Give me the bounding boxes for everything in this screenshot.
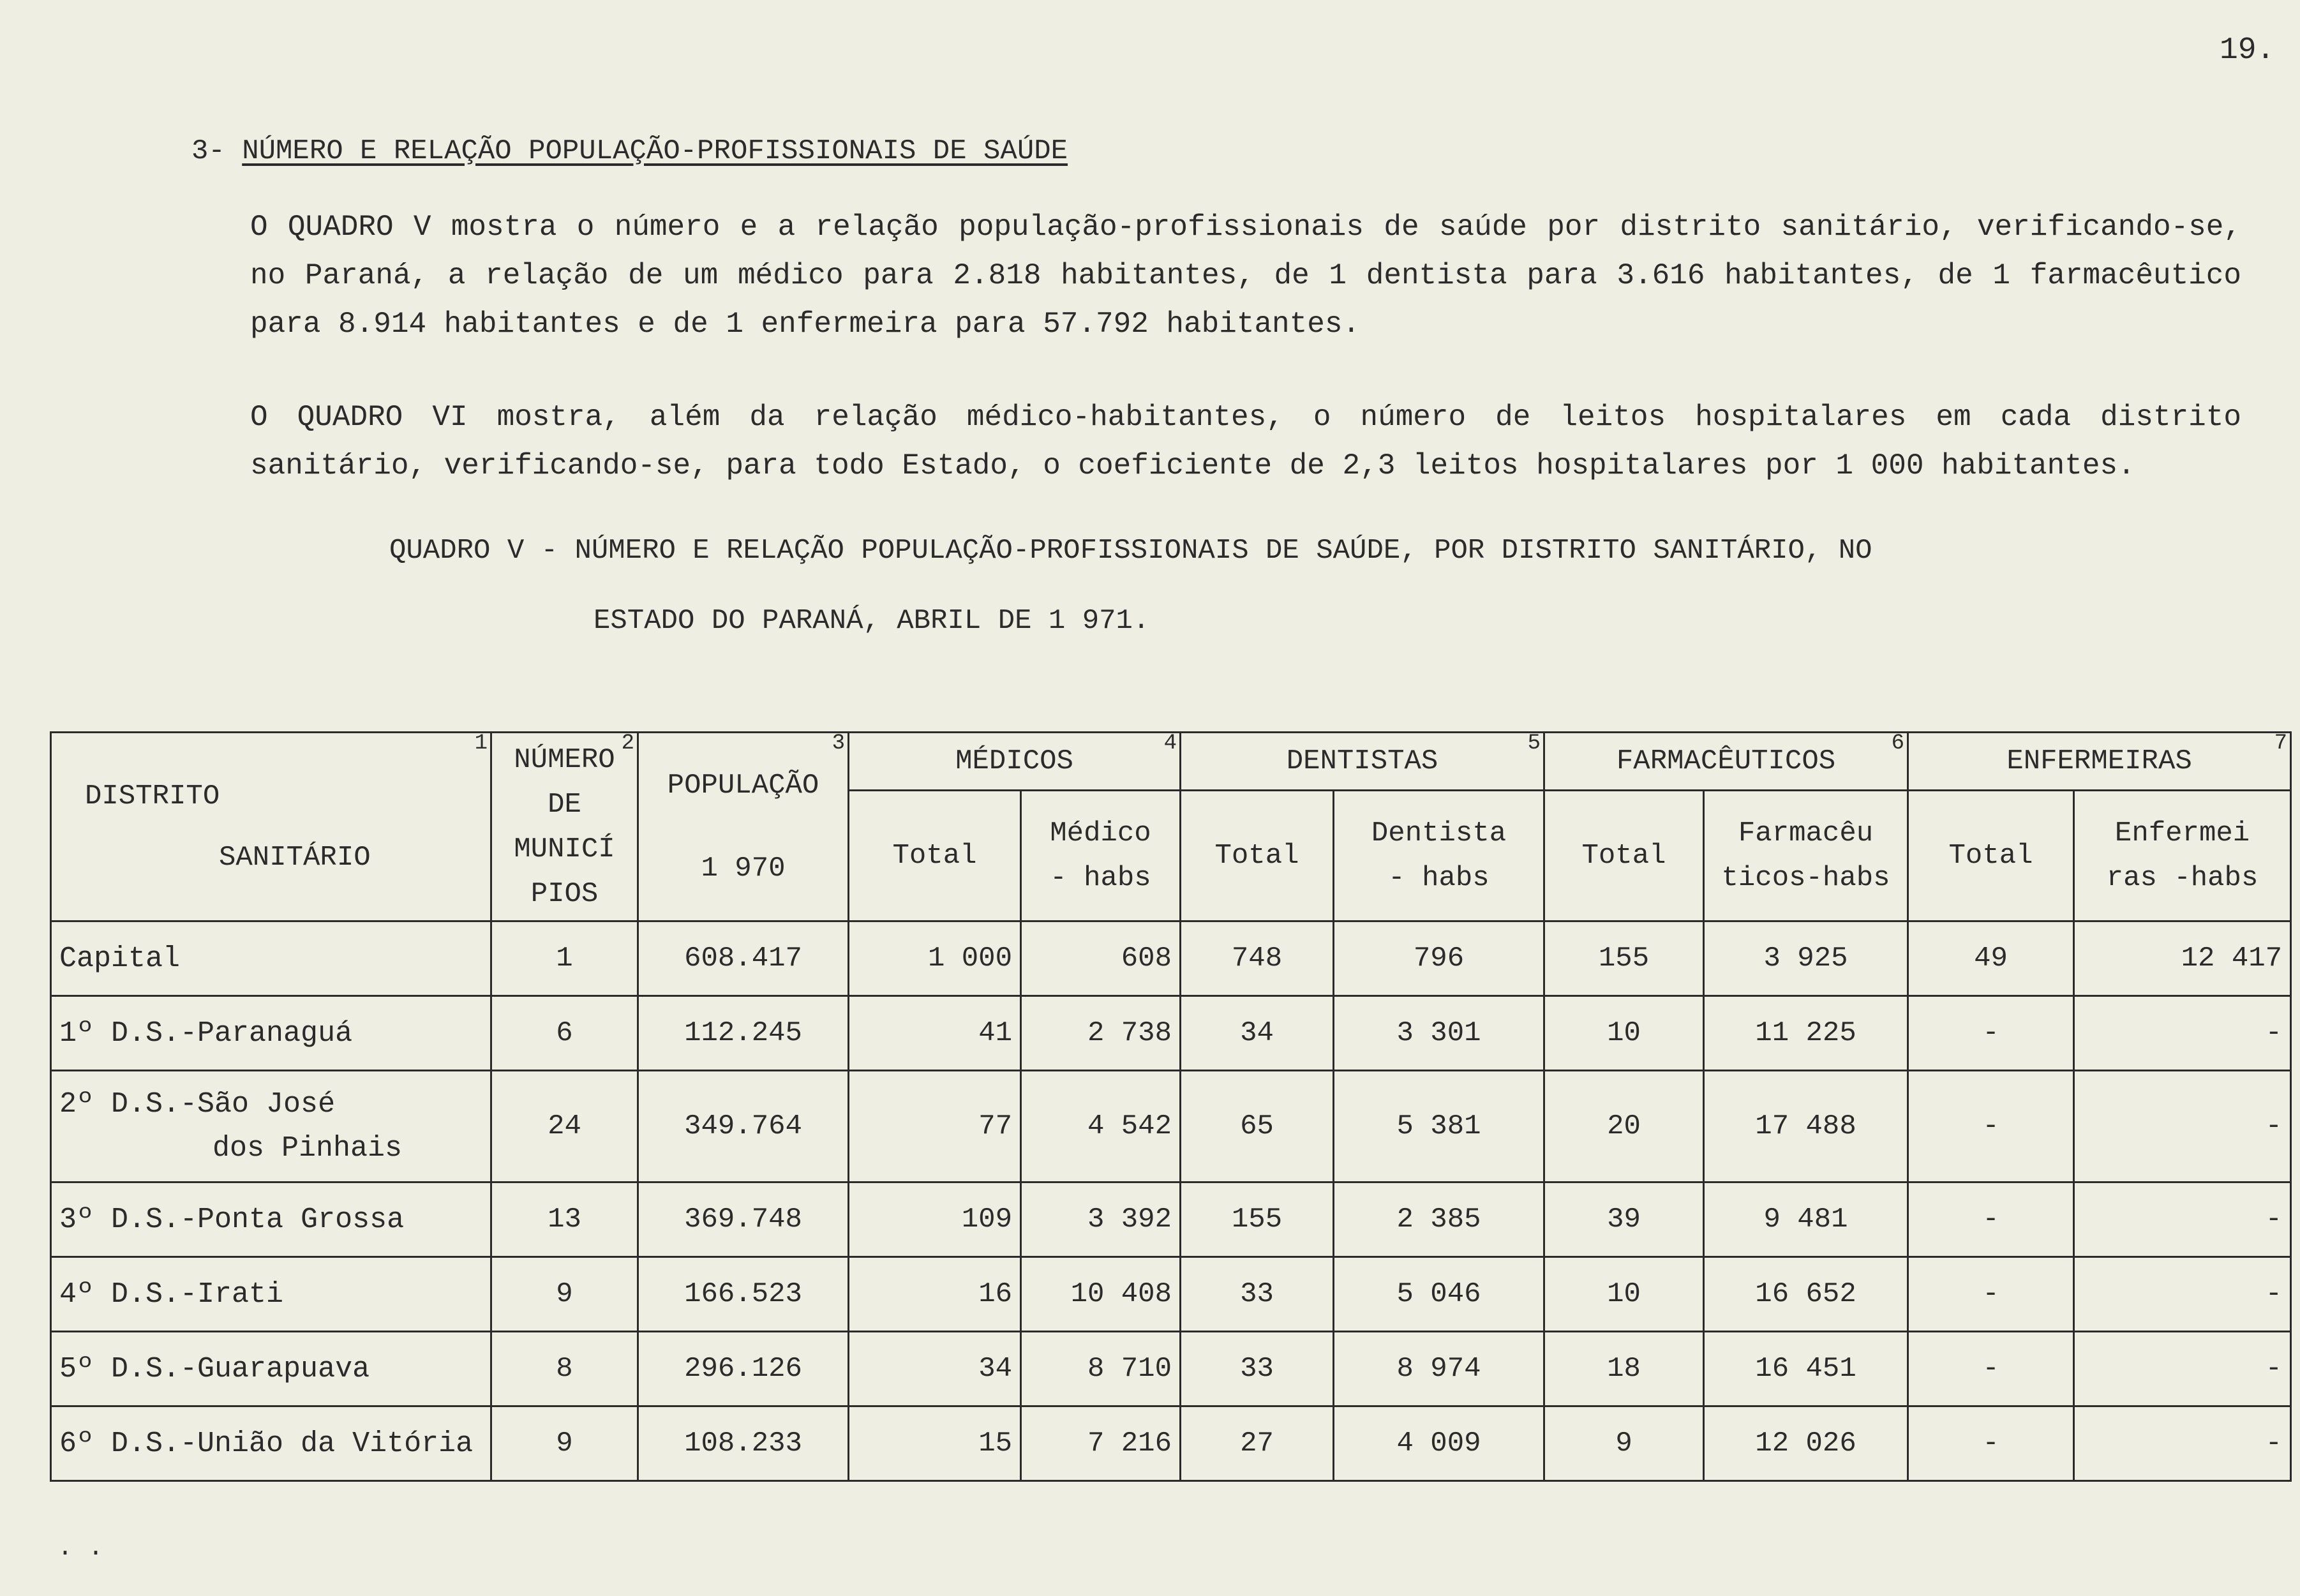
- header-farmaceuticos-habs-line2: ticos-habs: [1721, 862, 1890, 894]
- cell-medico-habs: 608: [1021, 921, 1181, 996]
- cell-dentista-habs: 3 301: [1334, 996, 1544, 1071]
- cell-medico-habs: 2 738: [1021, 996, 1181, 1071]
- cell-dentistas-total: 65: [1181, 1071, 1334, 1182]
- table-row: [51, 1406, 2291, 1481]
- header-enfermeiras: [1908, 733, 2291, 791]
- cell-distrito-line1: 2º D.S.-São José: [59, 1088, 336, 1121]
- header-farmaceuticos: [1544, 733, 1908, 791]
- paragraph-quadro-vi: O QUADRO VI mostra, além da relação médico-habitantes, o número de leitos hospitalares em cada distrito sanitário, verificando-se, para todo Estado, o coeficiente de 2,3 leitos hospitalares por 1 000 habitantes.: [250, 401, 2241, 482]
- paragraph-quadro-v: O QUADRO V mostra o número e a relação população-profissionais de saúde por distrito sanitário, verificando-se, no Paraná, a relação de um médico para 2.818 habitantes, de 1 dentista para 3.616 habitantes, de 1 farmacêutico para 8.914 habitantes e de 1 enfermeira para 57.792 habitantes.: [250, 211, 2241, 341]
- cell-dentista-habs: 5 046: [1334, 1257, 1544, 1332]
- cell-enfermeiras-total: -: [1908, 1182, 2074, 1257]
- table-row: [51, 1182, 2291, 1257]
- cell-medico-habs: 7 216: [1021, 1406, 1181, 1481]
- cell-enfermeiras-habs: 12 417: [2074, 921, 2291, 996]
- header-medico-habs-line1: Médico: [1050, 817, 1151, 849]
- table-row: [51, 921, 2291, 996]
- cell-populacao: 296.126: [638, 1332, 849, 1406]
- cell-distrito-line2: dos Pinhais: [213, 1132, 403, 1165]
- cell-medicos-total: 16: [849, 1257, 1021, 1332]
- column-number-7: 7: [2274, 731, 2288, 756]
- cell-populacao: 112.245: [638, 996, 849, 1071]
- cell-farmaceuticos-total: 10: [1544, 1257, 1704, 1332]
- cell-medicos-total: 109: [849, 1182, 1021, 1257]
- cell-enfermeiras-total: -: [1908, 1406, 2074, 1481]
- header-farmaceuticos-total: Total: [1544, 791, 1704, 921]
- cell-enfermeiras-total: 49: [1908, 921, 2074, 996]
- table-row: [51, 1257, 2291, 1332]
- cell-municipios: 9: [491, 1406, 638, 1481]
- cell-enfermeiras-habs: -: [2074, 1182, 2291, 1257]
- header-numero-municipios: [491, 733, 638, 921]
- cell-medicos-total: 41: [849, 996, 1021, 1071]
- cell-farmaceuticos-habs: 17 488: [1704, 1071, 1908, 1182]
- cell-dentista-habs: 796: [1334, 921, 1544, 996]
- table-row: [51, 1332, 2291, 1406]
- table-row: [51, 996, 2291, 1071]
- header-municipios-line3: MUNICÍ: [514, 833, 615, 865]
- cell-distrito: [51, 1071, 491, 1182]
- cell-enfermeiras-total: -: [1908, 996, 2074, 1071]
- cell-farmaceuticos-habs: 16 652: [1704, 1257, 1908, 1332]
- header-dentista-habs-line2: - habs: [1388, 862, 1490, 894]
- header-farmaceuticos-label: FARMACÊUTICOS: [1616, 745, 1836, 777]
- quadro-v-table: [50, 731, 2292, 1482]
- header-dentista-habs: [1334, 791, 1544, 921]
- cell-farmaceuticos-habs: 12 026: [1704, 1406, 1908, 1481]
- cell-farmaceuticos-total: 9: [1544, 1406, 1704, 1481]
- cell-dentista-habs: 4 009: [1334, 1406, 1544, 1481]
- header-medico-habs: [1021, 791, 1181, 921]
- cell-farmaceuticos-habs: 16 451: [1704, 1332, 1908, 1406]
- cell-dentista-habs: 2 385: [1334, 1182, 1544, 1257]
- cell-dentistas-total: 155: [1181, 1182, 1334, 1257]
- header-enfermeiras-total: Total: [1908, 791, 2074, 921]
- header-medicos-label: MÉDICOS: [955, 745, 1073, 777]
- header-dentistas-label: DENTISTAS: [1286, 745, 1438, 777]
- header-farmaceuticos-habs-line1: Farmacêu: [1738, 817, 1874, 849]
- section-number: 3-: [191, 135, 225, 167]
- cell-distrito: Capital: [51, 921, 491, 996]
- header-municipios-line2: DE: [548, 788, 581, 821]
- column-number-2: 2: [621, 731, 634, 756]
- cell-medico-habs: 8 710: [1021, 1332, 1181, 1406]
- cell-populacao: 608.417: [638, 921, 849, 996]
- cell-dentista-habs: 5 381: [1334, 1071, 1544, 1182]
- cell-enfermeiras-habs: -: [2074, 1406, 2291, 1481]
- cell-distrito: 5º D.S.-Guarapuava: [51, 1332, 491, 1406]
- stray-marks: · ·: [57, 1539, 104, 1568]
- header-distrito-line2: SANITÁRIO: [219, 841, 371, 874]
- cell-distrito: 1º D.S.-Paranaguá: [51, 996, 491, 1071]
- header-dentistas-total: Total: [1181, 791, 1334, 921]
- column-number-5: 5: [1527, 731, 1541, 756]
- cell-medicos-total: 34: [849, 1332, 1021, 1406]
- cell-populacao: 166.523: [638, 1257, 849, 1332]
- header-populacao: [638, 733, 849, 921]
- cell-medico-habs: 4 542: [1021, 1071, 1181, 1182]
- cell-dentista-habs: 8 974: [1334, 1332, 1544, 1406]
- cell-dentistas-total: 34: [1181, 996, 1334, 1071]
- column-number-3: 3: [832, 731, 845, 756]
- page-number: 19.: [2220, 33, 2275, 68]
- cell-medicos-total: 77: [849, 1071, 1021, 1182]
- header-enfermeiras-habs-line2: ras -habs: [2106, 862, 2259, 894]
- table-caption-line1: QUADRO V - NÚMERO E RELAÇÃO POPULAÇÃO-PROFISSIONAIS DE SAÚDE, POR DISTRITO SANITÁRIO, NO: [389, 535, 1872, 567]
- cell-enfermeiras-total: -: [1908, 1332, 2074, 1406]
- cell-dentistas-total: 27: [1181, 1406, 1334, 1481]
- cell-farmaceuticos-total: 39: [1544, 1182, 1704, 1257]
- column-number-6: 6: [1891, 731, 1905, 756]
- section-title: NÚMERO E RELAÇÃO POPULAÇÃO-PROFISSIONAIS DE SAÚDE: [242, 135, 1068, 167]
- cell-municipios: 24: [491, 1071, 638, 1182]
- cell-enfermeiras-habs: -: [2074, 1257, 2291, 1332]
- cell-populacao: 108.233: [638, 1406, 849, 1481]
- cell-farmaceuticos-total: 20: [1544, 1071, 1704, 1182]
- section-heading: [191, 135, 1068, 167]
- cell-dentistas-total: 33: [1181, 1332, 1334, 1406]
- cell-enfermeiras-habs: -: [2074, 1071, 2291, 1182]
- cell-farmaceuticos-total: 18: [1544, 1332, 1704, 1406]
- column-number-4: 4: [1163, 731, 1177, 756]
- cell-farmaceuticos-habs: 3 925: [1704, 921, 1908, 996]
- cell-dentistas-total: 33: [1181, 1257, 1334, 1332]
- cell-medico-habs: 3 392: [1021, 1182, 1181, 1257]
- cell-municipios: 8: [491, 1332, 638, 1406]
- cell-farmaceuticos-total: 10: [1544, 996, 1704, 1071]
- cell-distrito: 6º D.S.-União da Vitória: [51, 1406, 491, 1481]
- cell-populacao: 369.748: [638, 1182, 849, 1257]
- table-row: [51, 1071, 2291, 1182]
- table-caption-line2: ESTADO DO PARANÁ, ABRIL DE 1 971.: [594, 605, 1150, 637]
- cell-distrito: 4º D.S.-Irati: [51, 1257, 491, 1332]
- cell-farmaceuticos-total: 155: [1544, 921, 1704, 996]
- header-enfermeiras-habs: [2074, 791, 2291, 921]
- cell-municipios: 1: [491, 921, 638, 996]
- cell-enfermeiras-habs: -: [2074, 1332, 2291, 1406]
- cell-dentistas-total: 748: [1181, 921, 1334, 996]
- header-enfermeiras-label: ENFERMEIRAS: [2006, 745, 2192, 777]
- header-medicos: [849, 733, 1181, 791]
- header-municipios-line4: PIOS: [530, 877, 599, 910]
- header-distrito-line1: DISTRITO: [85, 780, 220, 812]
- cell-farmaceuticos-habs: 11 225: [1704, 996, 1908, 1071]
- header-dentistas: [1181, 733, 1544, 791]
- header-populacao-line1: POPULAÇÃO: [667, 769, 819, 802]
- cell-medicos-total: 15: [849, 1406, 1021, 1481]
- cell-municipios: 9: [491, 1257, 638, 1332]
- column-number-1: 1: [474, 731, 488, 756]
- cell-enfermeiras-total: -: [1908, 1071, 2074, 1182]
- cell-enfermeiras-habs: -: [2074, 996, 2291, 1071]
- cell-municipios: 6: [491, 996, 638, 1071]
- header-distrito-sanitario: [51, 733, 491, 921]
- header-populacao-line2: 1 970: [701, 852, 786, 884]
- cell-municipios: 13: [491, 1182, 638, 1257]
- cell-populacao: 349.764: [638, 1071, 849, 1182]
- header-farmaceuticos-habs: [1704, 791, 1908, 921]
- header-municipios-line1: NÚMERO: [514, 743, 615, 776]
- header-medico-habs-line2: - habs: [1050, 862, 1151, 894]
- cell-medico-habs: 10 408: [1021, 1257, 1181, 1332]
- header-enfermeiras-habs-line1: Enfermei: [2114, 817, 2250, 849]
- cell-medicos-total: 1 000: [849, 921, 1021, 996]
- cell-enfermeiras-total: -: [1908, 1257, 2074, 1332]
- header-dentista-habs-line1: Dentista: [1371, 817, 1507, 849]
- cell-distrito: 3º D.S.-Ponta Grossa: [51, 1182, 491, 1257]
- cell-farmaceuticos-habs: 9 481: [1704, 1182, 1908, 1257]
- header-medicos-total: Total: [849, 791, 1021, 921]
